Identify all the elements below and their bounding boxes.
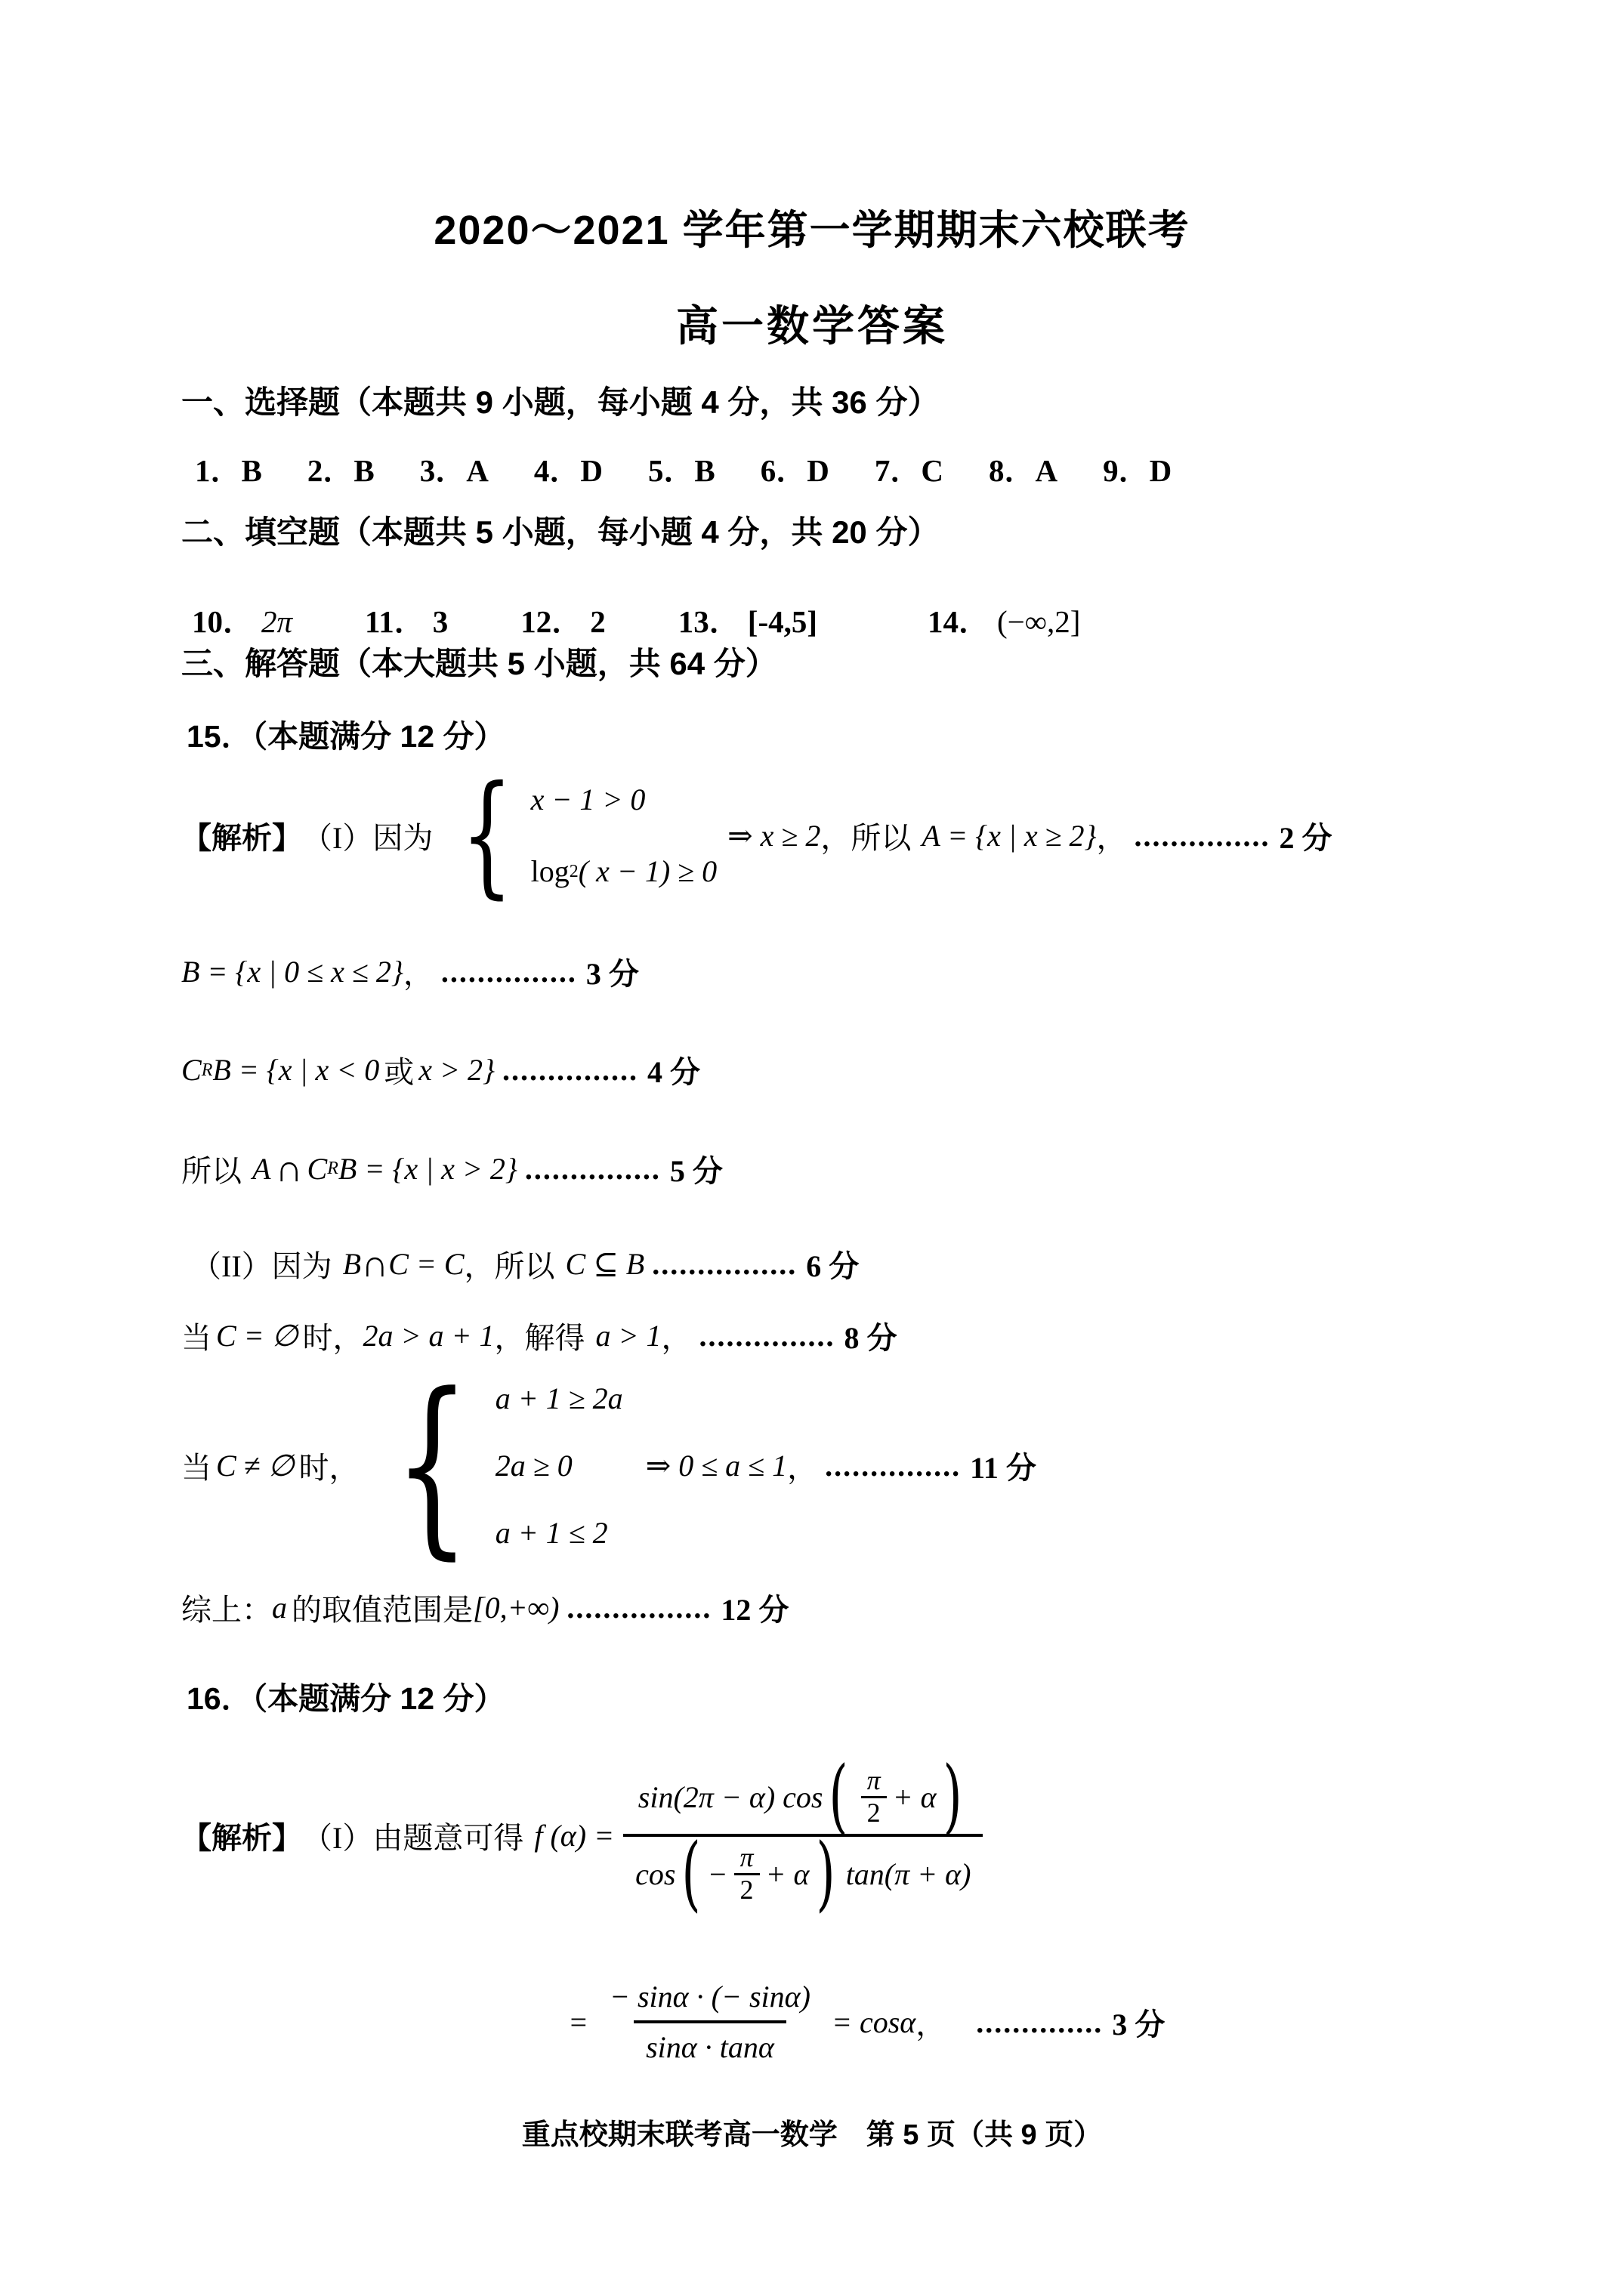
q16-line-2	[568, 1973, 1165, 2071]
implies-result: ⇒ x ≥ 2	[727, 818, 821, 853]
choice-answer-9: 9．D	[1103, 453, 1172, 488]
q15-line-1	[181, 758, 1332, 912]
when-text: 当	[181, 1321, 211, 1355]
fill-answer-label: 14．	[928, 604, 990, 639]
score-mark: 3 分	[1112, 2007, 1166, 2041]
or-text: 或	[384, 1055, 415, 1089]
left-brace-glyph: {	[461, 758, 514, 912]
range-interval: [0,+∞)	[473, 1591, 560, 1625]
fill-answer-12	[520, 597, 606, 641]
small-fraction-denominator: 2	[861, 1796, 887, 1829]
left-brace-glyph: {	[394, 1353, 471, 1578]
q15-line-2	[181, 950, 639, 993]
choice-answer-7: 7．C	[874, 453, 944, 488]
exam-title: 2020～2021 学年第一学期期末六校联考	[434, 208, 1190, 253]
fill-answer-11	[365, 597, 448, 641]
q16-line-1	[181, 1749, 992, 1921]
q15-line-5	[191, 1242, 859, 1285]
choice-answer-4: 4．D	[533, 453, 603, 488]
choice-answer-8: 8．A	[989, 453, 1058, 488]
comma: ，	[661, 1321, 692, 1355]
case-row-1: x − 1 > 0	[530, 782, 646, 816]
set-a-result: A = {x | x ≥ 2}	[922, 818, 1097, 853]
dot-leader: ...............	[524, 1151, 661, 1186]
answer-sheet-subtitle: 高一数学答案	[676, 302, 948, 350]
choice-answer-1: 1．B	[195, 453, 262, 488]
connector-text: ，所以	[820, 820, 912, 855]
complement-symbol: C	[307, 1151, 328, 1186]
main-fraction	[623, 1749, 983, 1921]
fill-answer-value: 3	[432, 604, 449, 639]
denominator-tail: + α	[765, 1856, 810, 1891]
denominator-suffix: tan(π + α)	[845, 1856, 971, 1891]
small-fraction-numerator: π	[866, 1765, 881, 1795]
log-argument: ( x − 1) ≥ 0	[578, 854, 718, 888]
q15-heading: 15．（本题满分 12 分）	[187, 719, 505, 754]
solve-text: ，解得	[494, 1321, 585, 1355]
analysis-prefix: （I）因为	[302, 820, 434, 855]
score-mark: 4 分	[647, 1055, 701, 1089]
fraction-denominator: cos ( − $\frac{\pi}{2}$ + α ) tan(π + α)	[623, 1834, 983, 1911]
fill-section-heading: 二、填空题（本题共 5 小题，每小题 4 分，共 20 分）	[181, 514, 940, 550]
intersection-operator: ∩	[361, 1242, 389, 1285]
dot-leader: ...............	[440, 955, 577, 989]
case-row-2: 2a ≥ 0	[495, 1449, 573, 1483]
function-lhs: f (α) =	[534, 1818, 615, 1853]
comma: ，	[403, 957, 434, 991]
choice-answer-5: 5．B	[647, 453, 715, 488]
fill-answer-value: 2	[590, 604, 606, 639]
fill-answer-label: 12．	[520, 604, 583, 639]
comma: ，	[1096, 820, 1127, 855]
solve-section-heading: 三、解答题（本大题共 5 小题，共 64 分）	[181, 646, 777, 681]
case-rows	[496, 1381, 623, 1551]
comma: ，	[787, 1451, 818, 1485]
fraction-numerator: sin(2π − α) cos ( $\frac{\pi}{2}$ + α )	[638, 1749, 962, 1844]
numerator-prefix: sin(2π − α) cos	[638, 1779, 823, 1814]
small-fraction-denominator: 2	[734, 1873, 760, 1906]
dot-leader: ..............	[976, 2004, 1104, 2039]
time-text: 时，	[298, 1451, 360, 1485]
when-text: 当	[181, 1451, 211, 1485]
numerator-tail: + α	[892, 1779, 937, 1814]
score-mark: 2 分	[1279, 820, 1332, 855]
fill-answer-label: 13．	[678, 604, 740, 639]
fill-answers-row	[192, 597, 1080, 641]
fill-answer-value: [-4,5]	[747, 604, 818, 639]
set-a-symbol: A	[252, 1151, 271, 1186]
equals-sign: =	[568, 2004, 588, 2039]
case-rows	[531, 782, 717, 889]
small-fraction-numerator: π	[739, 1842, 754, 1873]
score-mark: 3 分	[585, 957, 639, 991]
dot-leader: ................	[567, 1591, 712, 1625]
case-system-3	[371, 1353, 623, 1578]
choice-answers-row	[195, 446, 1172, 490]
time-text: 时，	[302, 1321, 363, 1355]
analysis-tag: 【解析】	[181, 820, 302, 855]
case-row-1: a + 1 ≥ 2a	[495, 1381, 623, 1415]
fill-answer-10	[192, 597, 292, 641]
intersection-result: B = {x | x > 2}	[338, 1151, 517, 1186]
subset-result: C ⊆ B	[565, 1246, 645, 1281]
choice-section-heading: 一、选择题（本题共 9 小题，每小题 4 分，共 36 分）	[181, 384, 940, 420]
choice-answer-3: 3．A	[419, 453, 489, 488]
set-b-definition: B = {x | 0 ≤ x ≤ 2}	[181, 955, 403, 989]
complement-symbol: C	[181, 1053, 202, 1087]
fraction-numerator: − sinα · (− sinα)	[610, 1980, 810, 2014]
complement-set-end: x > 2}	[418, 1053, 496, 1087]
comma: ，	[915, 2007, 946, 2041]
implies-result: ⇒ 0 ≤ a ≤ 1	[645, 1449, 788, 1483]
fill-answer-label: 10．	[192, 604, 254, 639]
variable-a: a	[272, 1591, 287, 1625]
q15-line-4: 所以 A ∩ C R B = {x | x > 2} ............... 5 分	[181, 1147, 723, 1190]
fill-answer-14	[928, 597, 1080, 641]
dot-leader: ...............	[1134, 818, 1270, 853]
negative-sign: −	[707, 1856, 728, 1891]
sine-fraction	[597, 1973, 823, 2071]
case-system-2	[445, 758, 718, 912]
q16-heading: 16．（本题满分 12 分）	[187, 1681, 505, 1716]
fill-answer-label: 11．	[365, 604, 425, 639]
complement-set-start: B = {x | x < 0	[212, 1053, 380, 1087]
therefore-text: 所以	[181, 1153, 242, 1188]
connector-text: ，所以	[464, 1248, 555, 1283]
part-two-prefix: （II）因为	[191, 1248, 332, 1283]
summary-text: 综上：	[181, 1593, 272, 1627]
denominator-prefix: cos	[635, 1856, 676, 1891]
pi-over-2-fraction	[734, 1843, 760, 1905]
solution: a > 1	[595, 1319, 662, 1353]
fill-answer-value: 2π	[261, 604, 293, 639]
log-operator: log	[530, 854, 570, 888]
case-row-2: log 2 ( x − 1) ≥ 0	[530, 854, 718, 888]
fill-answer-value: (−∞,2]	[997, 604, 1081, 639]
analysis-prefix: （I）由题意可得	[302, 1820, 524, 1855]
b-cap-c-left: B	[342, 1246, 362, 1281]
range-text: 的取值范围是	[292, 1593, 473, 1627]
score-mark: 5 分	[669, 1153, 723, 1188]
b-cap-c-right: C = C	[388, 1246, 465, 1281]
intersection-operator: ∩	[275, 1147, 303, 1190]
analysis-tag: 【解析】	[181, 1820, 302, 1855]
choice-answer-2: 2．B	[307, 453, 375, 488]
c-nonempty-condition: C ≠ ∅	[216, 1449, 295, 1483]
score-mark: 12 分	[721, 1593, 789, 1627]
dot-leader: ...............	[699, 1319, 835, 1353]
q15-line-3: C R B = {x | x < 0 或 x > 2} ............... 4 分	[181, 1048, 700, 1091]
dot-leader: ................	[652, 1246, 798, 1281]
score-mark: 11 分	[970, 1451, 1036, 1485]
footer-page-info: 重点校期末联考高一数学 第 5 页（共 9 页）	[521, 2119, 1103, 2151]
fraction-denominator: sinα · tanα	[634, 2020, 786, 2071]
dot-leader: ...............	[825, 1449, 962, 1483]
inequality: 2a > a + 1	[363, 1319, 495, 1353]
score-mark: 6 分	[806, 1248, 860, 1283]
q15-line-8	[181, 1586, 789, 1629]
q15-line-6	[181, 1314, 897, 1357]
case-row-3: a + 1 ≤ 2	[495, 1516, 608, 1550]
choice-answer-6: 6．D	[760, 453, 829, 488]
pi-over-2-fraction	[861, 1766, 887, 1828]
c-empty-condition: C = ∅	[216, 1319, 298, 1353]
score-mark: 8 分	[844, 1321, 897, 1355]
result-cosine: = cosα	[831, 2004, 916, 2039]
q15-line-7	[181, 1353, 1036, 1578]
dot-leader: ...............	[502, 1053, 639, 1087]
fill-answer-13	[678, 597, 817, 641]
